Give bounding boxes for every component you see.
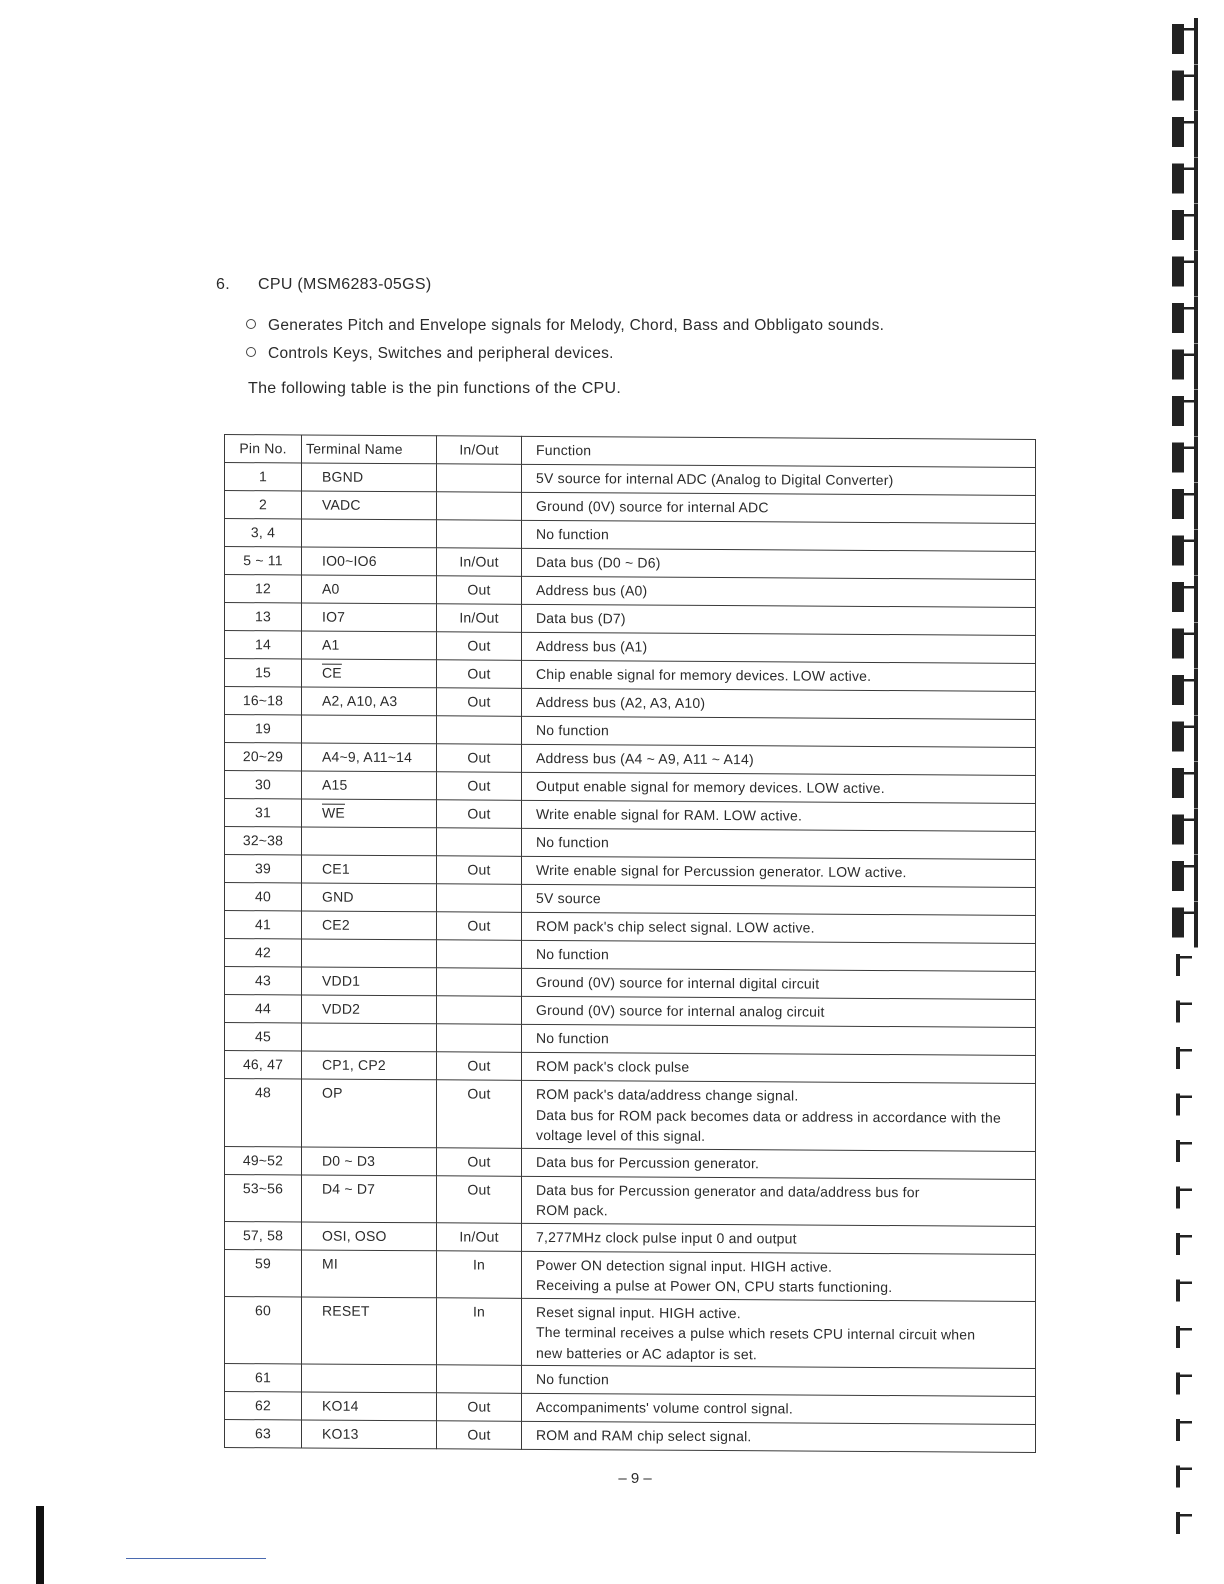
- cell-in-out: Out: [437, 1052, 522, 1081]
- cell-terminal-name: [302, 771, 437, 800]
- cell-terminal-name: [302, 463, 437, 492]
- function-line: Write enable signal for RAM. LOW active.: [536, 805, 803, 824]
- cell-in-out: [437, 520, 522, 549]
- circle-bullet-icon: [246, 347, 256, 357]
- binding-loop-bar: [1176, 214, 1196, 217]
- binding-loop-bar: [1176, 1003, 1192, 1006]
- cell-function: [522, 688, 1036, 719]
- cell-function: [522, 464, 1036, 495]
- cell-in-out: Out: [437, 772, 522, 801]
- function-line: 5V source for internal ADC (Analog to Digital Converter): [536, 469, 894, 489]
- terminal-name-text: VDD1: [322, 972, 361, 989]
- binding-loop-bar: [1176, 493, 1196, 496]
- binding-loop-bar: [1176, 307, 1196, 310]
- cell-function: [522, 772, 1036, 803]
- cell-terminal-name: [302, 491, 437, 520]
- cell-function: [522, 1223, 1036, 1254]
- cell-pin-no: 42: [225, 939, 302, 967]
- terminal-name-text: CE2: [322, 916, 350, 933]
- cell-function: [522, 1298, 1036, 1369]
- binding-loop-bar: [1176, 447, 1196, 450]
- cell-function: [522, 800, 1036, 831]
- cell-function: [522, 996, 1036, 1027]
- terminal-name-text: OP: [322, 1084, 343, 1101]
- binding-wire: [1194, 530, 1198, 576]
- binding-loop-bar: [1176, 1421, 1192, 1424]
- cell-in-out: [437, 968, 522, 997]
- section-heading: [216, 276, 431, 294]
- cell-terminal-name: [302, 687, 437, 716]
- function-line: Data bus for Percussion generator and data/address bus for: [536, 1181, 920, 1200]
- cell-function: [522, 716, 1036, 747]
- terminal-name-text: RESET: [322, 1302, 370, 1319]
- binding-loop-bar: [1176, 1468, 1192, 1471]
- binding-wire: [1194, 855, 1198, 901]
- cell-in-out: Out: [437, 744, 522, 773]
- cell-terminal-name: [302, 1221, 437, 1250]
- cell-function: [522, 940, 1036, 971]
- cell-pin-no: 16~18: [225, 687, 302, 715]
- cell-function: [522, 744, 1036, 775]
- binding-loop-bar: [1176, 819, 1196, 822]
- binding-wire: [1194, 204, 1198, 250]
- binding-loop-bar: [1176, 1375, 1192, 1378]
- cell-in-out: In: [437, 1297, 522, 1365]
- cell-terminal-name: [302, 659, 437, 688]
- function-line: Ground (0V) source for internal analog circuit: [536, 1001, 825, 1020]
- cell-function: [522, 492, 1036, 523]
- binding-wire: [1194, 390, 1198, 436]
- cell-terminal-name: [302, 1392, 437, 1421]
- cell-terminal-name: [302, 1249, 437, 1297]
- function-line: No function: [536, 833, 610, 851]
- binding-loop-bar: [1176, 1189, 1192, 1192]
- function-line: ROM and RAM chip select signal.: [536, 1426, 752, 1445]
- cell-pin-no: 57, 58: [225, 1221, 302, 1249]
- terminal-name-text: D4 ~ D7: [322, 1180, 376, 1197]
- cell-in-out: Out: [437, 1080, 522, 1148]
- table-row: [225, 1249, 1036, 1301]
- cell-in-out: In/Out: [437, 1222, 522, 1251]
- cell-in-out: Out: [437, 1147, 522, 1176]
- function-line: voltage level of this signal.: [536, 1126, 706, 1144]
- cell-function: [522, 968, 1036, 999]
- cell-terminal-name: [302, 1296, 437, 1364]
- cell-pin-no: 41: [225, 911, 302, 939]
- cell-pin-no: 62: [225, 1392, 302, 1420]
- binding-wire: [1194, 158, 1198, 204]
- cell-pin-no: 32~38: [225, 827, 302, 855]
- binding-loop-bar: [1176, 865, 1196, 868]
- binding-loop-bar: [1176, 1282, 1192, 1285]
- cell-function: [522, 1176, 1036, 1226]
- cell-terminal-name: [302, 1023, 437, 1052]
- cell-pin-no: 39: [225, 855, 302, 883]
- cell-in-out: [437, 828, 522, 857]
- cell-in-out: Out: [437, 856, 522, 885]
- cell-pin-no: 44: [225, 995, 302, 1023]
- table-row: [225, 1420, 1036, 1453]
- cell-terminal-name: [302, 631, 437, 660]
- cell-pin-no: 46, 47: [225, 1051, 302, 1079]
- cell-pin-no: 3, 4: [225, 519, 302, 547]
- function-line: Data bus for ROM pack becomes data or address in accordance with the: [536, 1106, 1001, 1126]
- binding-loop-bar: [1176, 1235, 1192, 1238]
- cell-pin-no: 45: [225, 1023, 302, 1051]
- cell-in-out: [437, 1365, 522, 1394]
- cell-terminal-name: [302, 1420, 437, 1449]
- cell-terminal-name: [302, 1146, 437, 1175]
- cell-function: [522, 604, 1036, 635]
- terminal-name-text: KO14: [322, 1397, 359, 1414]
- binding-wire: [1194, 297, 1198, 343]
- binding-wire: [1194, 483, 1198, 529]
- binding-loop-bar: [1176, 1096, 1192, 1099]
- function-line: Chip enable signal for memory devices. LOW active.: [536, 665, 872, 684]
- cell-function: [522, 1080, 1036, 1151]
- terminal-name-text: IO7: [322, 608, 346, 625]
- binding-loop-bar: [1176, 261, 1196, 264]
- cell-in-out: Out: [437, 912, 522, 941]
- binding-wire: [1194, 623, 1198, 669]
- terminal-name-text: A4~9, A11~14: [322, 748, 413, 766]
- intro-text: The following table is the pin functions of the CPU.: [248, 380, 622, 397]
- cell-terminal-name: [302, 995, 437, 1024]
- feature-list: [246, 312, 884, 368]
- terminal-name-text: $\overline{WE}$: [322, 804, 345, 821]
- function-line: ROM pack's chip select signal. LOW active.: [536, 917, 815, 936]
- circle-bullet-icon: [246, 319, 256, 329]
- binding-loop-bar: [1176, 1142, 1192, 1145]
- cell-pin-no: 43: [225, 967, 302, 995]
- terminal-name-text: IO0~IO6: [322, 552, 377, 569]
- terminal-name-text: VDD2: [322, 1000, 361, 1017]
- cell-pin-no: 31: [225, 799, 302, 827]
- binding-loop-bar: [1176, 540, 1196, 543]
- cell-pin-no: 13: [225, 603, 302, 631]
- cell-pin-no: 1: [225, 463, 302, 491]
- cell-in-out: [437, 716, 522, 745]
- cell-function: [522, 1393, 1036, 1424]
- function-line: 7,277MHz clock pulse input 0 and output: [536, 1228, 797, 1246]
- cell-terminal-name: [302, 855, 437, 884]
- cell-in-out: [437, 996, 522, 1025]
- terminal-name-text: VADC: [322, 496, 361, 513]
- function-line: No function: [536, 945, 610, 963]
- binding-wire: [1194, 344, 1198, 390]
- function-line: No function: [536, 525, 610, 543]
- binding-loop-bar: [1176, 912, 1196, 915]
- page-number: – 9 –: [618, 1470, 652, 1487]
- function-line: Power ON detection signal input. HIGH active.: [536, 1256, 833, 1275]
- list-item: [246, 340, 884, 368]
- binding-wire: [1194, 902, 1198, 948]
- cell-in-out: In: [437, 1250, 522, 1298]
- terminal-name-text: A1: [322, 636, 340, 653]
- cell-function: [522, 660, 1036, 691]
- cell-pin-no: 12: [225, 575, 302, 603]
- cell-function: [522, 1052, 1036, 1083]
- cell-terminal-name: [302, 827, 437, 856]
- function-line: ROM pack.: [536, 1201, 608, 1219]
- binding-loop-bar: [1176, 1049, 1192, 1052]
- function-line: Accompaniments' volume control signal.: [536, 1398, 793, 1417]
- function-line: Address bus (A1): [536, 637, 648, 655]
- binding-loop-bar: [1176, 1514, 1192, 1517]
- binding-loop-bar: [1176, 354, 1196, 357]
- cell-terminal-name: [302, 715, 437, 744]
- cell-terminal-name: [302, 743, 437, 772]
- cell-terminal-name: [302, 883, 437, 912]
- cell-terminal-name: [302, 967, 437, 996]
- cell-function: [522, 576, 1036, 607]
- cell-function: [522, 520, 1036, 551]
- binding-loop-bar: [1176, 28, 1196, 31]
- function-line: new batteries or AC adaptor is set.: [536, 1344, 757, 1362]
- binding-loop-bar: [1176, 586, 1196, 589]
- cell-in-out: Out: [437, 660, 522, 689]
- pin-function-table: [224, 434, 1036, 1453]
- terminal-name-text: A15: [322, 776, 348, 793]
- cell-in-out: [437, 884, 522, 913]
- cell-in-out: [437, 940, 522, 969]
- binding-loop-bar: [1176, 121, 1196, 124]
- function-line: Reset signal input. HIGH active.: [536, 1303, 741, 1321]
- binding-loop-bar: [1176, 679, 1196, 682]
- function-line: ROM pack's clock pulse: [536, 1057, 690, 1075]
- table-row: [225, 1296, 1036, 1368]
- cell-pin-no: 14: [225, 631, 302, 659]
- binding-wire: [1194, 65, 1198, 111]
- cell-terminal-name: [302, 939, 437, 968]
- function-line: 5V source: [536, 889, 601, 907]
- cell-pin-no: 49~52: [225, 1146, 302, 1174]
- function-line: Write enable signal for Percussion generator. LOW active.: [536, 861, 907, 881]
- cell-in-out: Out: [437, 688, 522, 717]
- cell-function: [522, 856, 1036, 887]
- cell-terminal-name: [302, 1079, 437, 1147]
- cell-terminal-name: [302, 519, 437, 548]
- table-row: [225, 1174, 1036, 1226]
- cell-in-out: Out: [437, 632, 522, 661]
- cell-function: [522, 632, 1036, 663]
- binding-loop-bar: [1176, 75, 1196, 78]
- cell-pin-no: 61: [225, 1364, 302, 1392]
- cell-terminal-name: [302, 911, 437, 940]
- cell-in-out: [437, 1024, 522, 1053]
- cell-in-out: [437, 492, 522, 521]
- cell-pin-no: 30: [225, 771, 302, 799]
- terminal-name-text: D0 ~ D3: [322, 1152, 376, 1169]
- terminal-name-text: CP1, CP2: [322, 1056, 386, 1073]
- cell-in-out: Out: [437, 1393, 522, 1422]
- cell-pin-no: 15: [225, 659, 302, 687]
- function-line: No function: [536, 1029, 610, 1047]
- header-pin-no: Pin No.: [225, 435, 302, 463]
- function-line: Ground (0V) source for internal digital circuit: [536, 973, 820, 992]
- function-line: No function: [536, 1370, 610, 1388]
- binding-wire: [1194, 251, 1198, 297]
- function-line: Receiving a pulse at Power ON, CPU starts functioning.: [536, 1276, 893, 1296]
- cell-terminal-name: [302, 1364, 437, 1393]
- terminal-name-text: $\overline{CE}$: [322, 664, 342, 681]
- cell-in-out: In/Out: [437, 604, 522, 633]
- list-item-text: Controls Keys, Switches and peripheral devices.: [268, 345, 614, 362]
- cell-function: [522, 1148, 1036, 1179]
- spiral-binding-edge: [1132, 0, 1224, 1584]
- terminal-name-text: MI: [322, 1255, 338, 1272]
- binding-wire: [1194, 809, 1198, 855]
- cell-in-out: Out: [437, 1421, 522, 1450]
- function-line: Data bus (D0 ~ D6): [536, 553, 661, 571]
- cell-function: [522, 1421, 1036, 1452]
- binding-wire: [1194, 576, 1198, 622]
- header-in-out: In/Out: [437, 436, 522, 465]
- function-line: Address bus (A0): [536, 581, 648, 599]
- function-line: Address bus (A2, A3, A10): [536, 693, 706, 711]
- binding-wire: [1194, 18, 1198, 64]
- function-line: The terminal receives a pulse which resets CPU internal circuit when: [536, 1323, 976, 1343]
- cell-pin-no: 63: [225, 1420, 302, 1448]
- cell-pin-no: 2: [225, 491, 302, 519]
- terminal-name-text: A0: [322, 580, 340, 597]
- scan-edge-mark: [36, 1506, 44, 1584]
- terminal-name-text: BGND: [322, 468, 364, 485]
- cell-function: [522, 548, 1036, 579]
- list-item: [246, 312, 884, 340]
- function-line: Ground (0V) source for internal ADC: [536, 497, 769, 516]
- cell-in-out: In/Out: [437, 548, 522, 577]
- function-line: Data bus for Percussion generator.: [536, 1153, 760, 1171]
- cell-function: [522, 828, 1036, 859]
- cell-pin-no: 5 ~ 11: [225, 547, 302, 575]
- cell-terminal-name: [302, 1174, 437, 1222]
- cell-in-out: Out: [437, 800, 522, 829]
- binding-wire: [1194, 437, 1198, 483]
- binding-loop-bar: [1176, 956, 1192, 959]
- cell-pin-no: 19: [225, 715, 302, 743]
- header-terminal-name: Terminal Name: [302, 435, 437, 464]
- cell-function: [522, 1365, 1036, 1396]
- cell-function: [522, 912, 1036, 943]
- binding-loop-bar: [1176, 726, 1196, 729]
- cell-terminal-name: [302, 575, 437, 604]
- binding-wire: [1194, 762, 1198, 808]
- cell-in-out: [437, 464, 522, 493]
- table-row: [225, 1079, 1036, 1151]
- list-item-text: Generates Pitch and Envelope signals for Melody, Chord, Bass and Obbligato sounds.: [268, 317, 885, 334]
- binding-wire: [1194, 111, 1198, 157]
- footer-rule: [126, 1558, 266, 1559]
- binding-wire: [1194, 669, 1198, 715]
- function-line: ROM pack's data/address change signal.: [536, 1085, 799, 1104]
- terminal-name-text: OSI, OSO: [322, 1227, 387, 1244]
- terminal-name-text: A2, A10, A3: [322, 692, 398, 710]
- terminal-name-text: GND: [322, 888, 354, 905]
- binding-loop-bar: [1176, 633, 1196, 636]
- function-line: Data bus (D7): [536, 609, 626, 627]
- table-body: [225, 463, 1036, 1453]
- cell-function: [522, 884, 1036, 915]
- section-number: 6.: [216, 276, 230, 293]
- binding-loop-bar: [1176, 168, 1196, 171]
- cell-pin-no: 48: [225, 1079, 302, 1147]
- header-function: Function: [522, 436, 1036, 467]
- terminal-name-text: KO13: [322, 1425, 359, 1442]
- cell-pin-no: 59: [225, 1249, 302, 1296]
- cell-terminal-name: [302, 1051, 437, 1080]
- cell-pin-no: 40: [225, 883, 302, 911]
- cell-in-out: Out: [437, 576, 522, 605]
- cell-function: [522, 1024, 1036, 1055]
- function-line: No function: [536, 721, 610, 739]
- terminal-name-text: CE1: [322, 860, 350, 877]
- binding-loop-bar: [1176, 772, 1196, 775]
- cell-terminal-name: [302, 547, 437, 576]
- cell-terminal-name: [302, 799, 437, 828]
- binding-loop-bar: [1176, 400, 1196, 403]
- cell-terminal-name: [302, 603, 437, 632]
- binding-wire: [1194, 716, 1198, 762]
- function-line: Output enable signal for memory devices. LOW active.: [536, 777, 885, 797]
- binding-loop-bar: [1176, 1328, 1192, 1331]
- cell-pin-no: 20~29: [225, 743, 302, 771]
- cell-pin-no: 53~56: [225, 1174, 302, 1221]
- cell-pin-no: 60: [225, 1296, 302, 1364]
- section-title: CPU (MSM6283-05GS): [258, 276, 432, 293]
- function-line: Address bus (A4 ~ A9, A11 ~ A14): [536, 749, 754, 768]
- cell-in-out: Out: [437, 1175, 522, 1223]
- cell-function: [522, 1251, 1036, 1301]
